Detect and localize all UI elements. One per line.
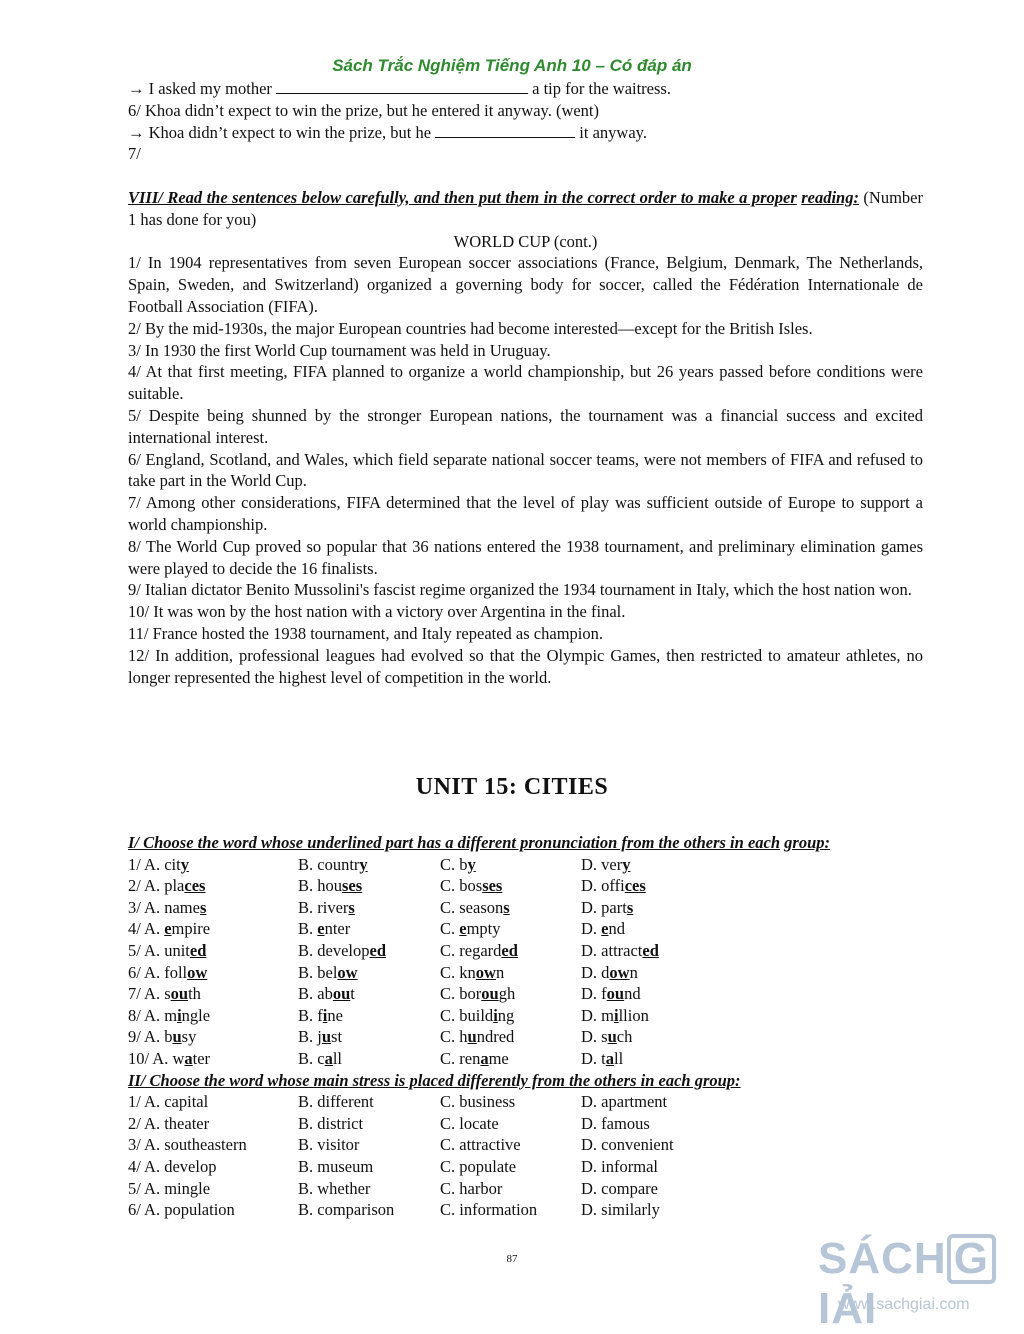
page-number: 87 bbox=[506, 1253, 518, 1265]
question-row bbox=[128, 1026, 923, 1048]
answer-option: C. hundred bbox=[440, 1027, 515, 1047]
underlined-part: a bbox=[324, 1048, 333, 1068]
section-heading-text: group: bbox=[784, 833, 830, 852]
underlined-part: e bbox=[317, 919, 325, 939]
question-row bbox=[128, 854, 923, 876]
question-row bbox=[128, 1091, 923, 1113]
answer-option: C. harbor bbox=[440, 1178, 503, 1198]
underlined-part: s bbox=[348, 897, 355, 917]
answer-option: B. houses bbox=[298, 876, 363, 896]
answer-option: 5/ A. united bbox=[128, 940, 207, 960]
answer-blank bbox=[276, 78, 528, 94]
answer-option: B. different bbox=[298, 1092, 374, 1112]
answer-option: C. known bbox=[440, 962, 505, 982]
question-row bbox=[128, 1178, 923, 1200]
answer-option: B. comparison bbox=[298, 1200, 395, 1220]
answer-option: D. convenient bbox=[581, 1135, 674, 1155]
answer-option: D. tall bbox=[581, 1048, 624, 1068]
answer-option: B. just bbox=[298, 1027, 343, 1047]
answer-option: D. apartment bbox=[581, 1092, 668, 1112]
answer-option: 6/ A. population bbox=[128, 1200, 235, 1220]
question-row bbox=[128, 1156, 923, 1178]
answer-option: C. attractive bbox=[440, 1135, 521, 1155]
underlined-part: a bbox=[480, 1048, 489, 1068]
pronunciation-rows bbox=[128, 854, 923, 1070]
answer-option: D. attracted bbox=[581, 940, 659, 960]
underlined-part: e bbox=[601, 919, 609, 939]
answer-option: 4/ A. develop bbox=[128, 1156, 217, 1176]
answer-option: D. found bbox=[581, 984, 641, 1004]
answer-option: B. visitor bbox=[298, 1135, 360, 1155]
pronunciation-exercise bbox=[128, 832, 923, 1221]
answer-option: B. fine bbox=[298, 1005, 343, 1025]
answer-option: D. informal bbox=[581, 1156, 658, 1176]
question-line: 6/ Khoa didn’t expect to win the prize, but he entered it anyway. (went) bbox=[128, 100, 600, 120]
underlined-part: a bbox=[605, 1048, 614, 1068]
underlined-part: u bbox=[467, 1027, 477, 1047]
sentence-item: 4/ At that first meeting, FIFA planned to organize a world championship, but 26 years passed before conditions were suitable. bbox=[128, 362, 923, 404]
question-row bbox=[128, 918, 923, 940]
answer-option: C. by bbox=[440, 854, 476, 874]
answer-option: D. compare bbox=[581, 1178, 658, 1198]
answer-option: C. business bbox=[440, 1092, 516, 1112]
underlined-part: u bbox=[172, 1027, 182, 1047]
answer-option: 2/ A. places bbox=[128, 876, 206, 896]
underlined-part: y bbox=[622, 854, 631, 874]
underlined-part: y bbox=[467, 854, 476, 874]
sentence-item: 6/ England, Scotland, and Wales, which field separate national soccer teams, were not members of FIFA and refused to take part in the World Cup. bbox=[128, 449, 923, 491]
underlined-part: i bbox=[177, 1005, 182, 1025]
answer-option: 2/ A. theater bbox=[128, 1113, 210, 1133]
rewrite-answer-line bbox=[128, 78, 923, 100]
watermark-logo: SÁCH GIẢI bbox=[818, 1234, 1024, 1334]
underlined-part: i bbox=[322, 1005, 328, 1025]
underlined-part: ces bbox=[184, 876, 206, 896]
answer-option: C. borough bbox=[440, 984, 516, 1004]
underlined-part: ses bbox=[482, 876, 503, 896]
answer-option: 4/ A. empire bbox=[128, 919, 211, 939]
section-heading-text: VIII/ Read the sentences below carefully, and then put them in the correct order to make a proper bbox=[128, 187, 797, 207]
underlined-part: s bbox=[503, 897, 510, 917]
question-row bbox=[128, 1113, 923, 1135]
underlined-part: y bbox=[180, 854, 189, 874]
answer-option: D. million bbox=[581, 1005, 649, 1025]
underlined-part: ou bbox=[606, 984, 625, 1004]
sentence-item: 3/ In 1930 the first World Cup tournament was held in Uruguay. bbox=[128, 340, 551, 360]
stress-rows bbox=[128, 1091, 923, 1221]
question-row bbox=[128, 962, 923, 984]
section-heading-text: reading: bbox=[801, 187, 859, 207]
answer-option: D. end bbox=[581, 919, 625, 939]
underlined-part: i bbox=[614, 1005, 619, 1025]
underlined-part: ow bbox=[187, 962, 208, 982]
answer-option: C. empty bbox=[440, 919, 501, 939]
section-heading-text: I/ Choose the word whose underlined part has a different pronunciation from the others in each bbox=[128, 833, 781, 852]
answer-option: 3/ A. names bbox=[128, 897, 207, 917]
answer-option: C. rename bbox=[440, 1048, 509, 1068]
question-row bbox=[128, 983, 923, 1005]
answer-option: C. building bbox=[440, 1005, 515, 1025]
watermark-url: www.sachgiai.com bbox=[838, 1296, 970, 1313]
question-number: 7/ bbox=[128, 144, 141, 164]
line-text: → I asked my mother bbox=[128, 79, 277, 98]
question-row bbox=[128, 1048, 923, 1070]
answer-option: D. famous bbox=[581, 1113, 650, 1133]
answer-option: C. populate bbox=[440, 1156, 517, 1176]
question-row bbox=[128, 897, 923, 919]
underlined-part: ed bbox=[189, 940, 207, 960]
answer-option: D. such bbox=[581, 1027, 633, 1047]
answer-option: 3/ A. southeastern bbox=[128, 1135, 247, 1155]
answer-option: 8/ A. mingle bbox=[128, 1005, 211, 1025]
answer-option: D. very bbox=[581, 854, 631, 874]
underlined-part: i bbox=[493, 1005, 498, 1025]
answer-option: B. call bbox=[298, 1048, 343, 1068]
answer-blank bbox=[435, 122, 575, 138]
line-text: a tip for the waitress. bbox=[528, 79, 671, 98]
underlined-part: ow bbox=[609, 962, 630, 982]
answer-option: B. district bbox=[298, 1113, 364, 1133]
question-row bbox=[128, 1005, 923, 1027]
answer-option: B. developed bbox=[298, 940, 386, 960]
answer-option: C. bosses bbox=[440, 876, 503, 896]
main-content bbox=[128, 78, 923, 688]
underlined-part: ed bbox=[369, 940, 386, 960]
answer-option: 1/ A. capital bbox=[128, 1092, 209, 1112]
sentence-item: 1/ In 1904 representatives from seven European soccer associations (France, Belgium, Denmark, The Netherlands, Spain, Sweden, and Switzerland) organized a governing body for soccer, called the Fédération Internationale de Football Association (FIFA). bbox=[128, 253, 923, 316]
line-text: → Khoa didn’t expect to win the prize, but he bbox=[128, 122, 436, 142]
underlined-part: ed bbox=[501, 940, 518, 960]
underlined-part: ses bbox=[342, 876, 363, 896]
underlined-part: ow bbox=[337, 962, 358, 982]
sentence-item: 11/ France hosted the 1938 tournament, and Italy repeated as champion. bbox=[128, 623, 603, 643]
section-heading-text: II/ Choose the word whose main stress is placed differently from the others in each group: bbox=[128, 1070, 741, 1090]
question-row bbox=[128, 875, 923, 897]
answer-option: 6/ A. follow bbox=[128, 962, 208, 982]
underlined-part: u bbox=[321, 1027, 332, 1047]
answer-option: 10/ A. water bbox=[128, 1048, 211, 1068]
sentence-item: 10/ It was won by the host nation with a victory over Argentina in the final. bbox=[128, 602, 626, 622]
answer-option: C. seasons bbox=[440, 897, 510, 917]
answer-option: C. locate bbox=[440, 1113, 499, 1133]
answer-option: D. parts bbox=[581, 897, 634, 917]
unit-title: UNIT 15: CITIES bbox=[415, 774, 609, 800]
sentence-item: 12/ In addition, professional leagues had evolved so that the Olympic Games, then restricted to amateur athletes, no longer represented the highest level of competition in the world. bbox=[128, 645, 923, 687]
section-note: (Number 1 has done for you) bbox=[128, 187, 923, 229]
answer-option: B. below bbox=[298, 962, 358, 982]
sentence-item: 7/ Among other considerations, FIFA determined that the level of play was sufficient outside of Europe to support a world championship. bbox=[128, 493, 923, 534]
answer-option: 5/ A. mingle bbox=[128, 1178, 211, 1198]
sentence-item: 5/ Despite being shunned by the stronger European nations, the tournament was a financial success and excited international interest. bbox=[128, 405, 923, 447]
underlined-part: e bbox=[164, 919, 172, 939]
underlined-part: ou bbox=[170, 984, 189, 1004]
answer-option: B. about bbox=[298, 984, 355, 1004]
line-text: it anyway. bbox=[575, 122, 647, 142]
answer-option: B. enter bbox=[298, 919, 351, 939]
answer-option: 9/ A. busy bbox=[128, 1027, 197, 1047]
underlined-part: ou bbox=[481, 984, 499, 1004]
reading-title: WORLD CUP (cont.) bbox=[453, 231, 598, 251]
sentence-item: 9/ Italian dictator Benito Mussolini's fascist regime organized the 1934 tournament in Italy, which the host nation won. bbox=[128, 580, 912, 600]
answer-option: B. rivers bbox=[298, 897, 355, 917]
rewrite-answer-line bbox=[128, 122, 923, 144]
section-heading bbox=[128, 187, 923, 231]
answer-option: D. offices bbox=[581, 876, 646, 896]
underlined-part: u bbox=[607, 1027, 617, 1047]
answer-option: D. down bbox=[581, 962, 638, 982]
sentence-item: 8/ The World Cup proved so popular that 36 nations entered the 1938 tournament, and preliminary elimination games were played to decide the 16 finalists. bbox=[128, 536, 923, 578]
underlined-part: s bbox=[199, 897, 207, 917]
section-heading bbox=[128, 832, 923, 854]
underlined-part: a bbox=[184, 1048, 193, 1068]
section-heading bbox=[128, 1070, 923, 1092]
answer-option: B. whether bbox=[298, 1178, 371, 1198]
answer-option: D. similarly bbox=[581, 1200, 660, 1220]
underlined-part: y bbox=[359, 854, 368, 874]
underlined-part: ou bbox=[332, 984, 351, 1004]
question-row bbox=[128, 940, 923, 962]
underlined-part: ow bbox=[475, 962, 496, 982]
underlined-part: s bbox=[626, 897, 634, 917]
answer-option: C. regarded bbox=[440, 940, 518, 960]
sentence-item: 2/ By the mid-1930s, the major European countries had become interested—except for the British Isles. bbox=[128, 318, 813, 338]
underlined-part: e bbox=[459, 919, 467, 939]
answer-option: B. country bbox=[298, 854, 368, 874]
underlined-part: ed bbox=[642, 940, 659, 960]
question-row bbox=[128, 1134, 923, 1156]
underlined-part: ces bbox=[624, 876, 646, 896]
answer-option: 7/ A. south bbox=[128, 984, 201, 1004]
answer-option: C. information bbox=[440, 1200, 538, 1220]
question-row bbox=[128, 1199, 923, 1221]
answer-option: B. museum bbox=[298, 1156, 374, 1176]
answer-option: 1/ A. city bbox=[128, 854, 189, 874]
page-header-title: Sách Trắc Nghiệm Tiếng Anh 10 – Có đáp án bbox=[332, 56, 692, 75]
